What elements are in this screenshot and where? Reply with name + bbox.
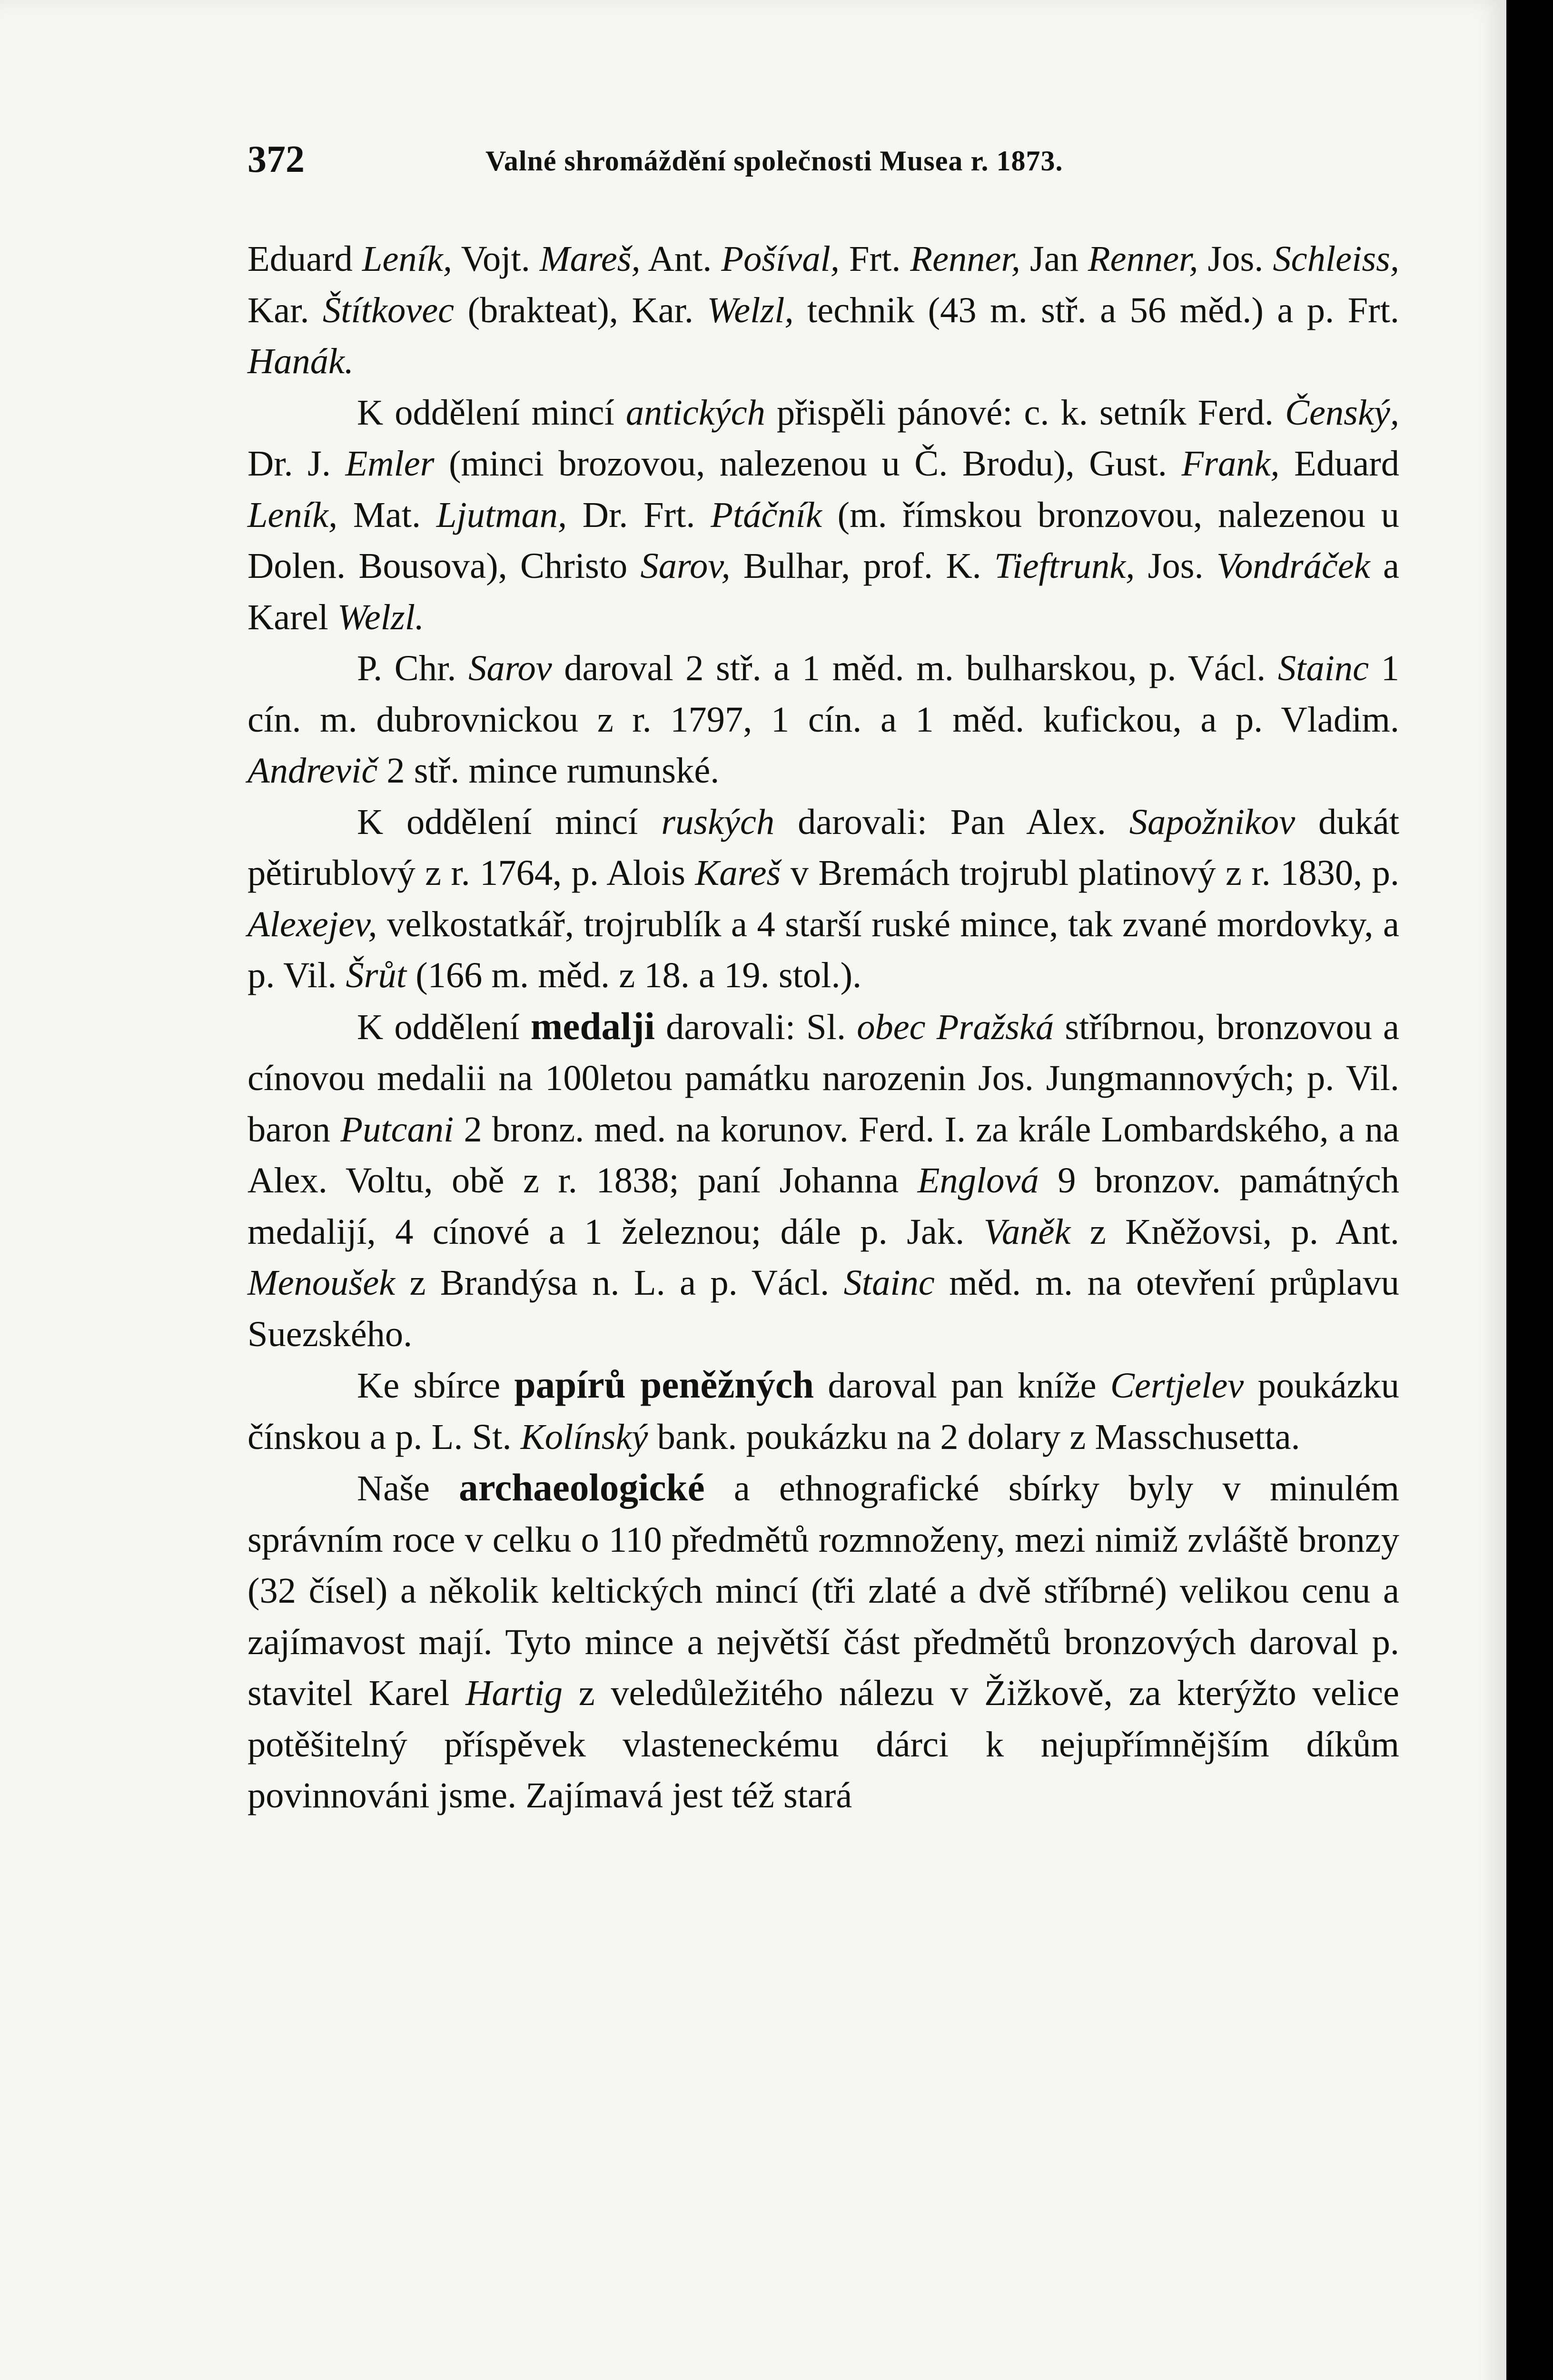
body-text (247, 233, 1399, 1821)
italic-name: Štítkovec (323, 289, 455, 330)
italic-name: obec Pražská (857, 1006, 1054, 1047)
text-run: a Karel (247, 545, 1399, 637)
page-header (247, 138, 1399, 190)
italic-name: Kareš (695, 853, 781, 893)
text-run: Jan (1020, 238, 1088, 279)
italic-name: Menoušek (247, 1262, 396, 1303)
italic-name: antických (625, 392, 765, 433)
paragraph (247, 233, 1399, 387)
italic-name: Stainc (843, 1262, 935, 1303)
italic-name: Sarov, (640, 545, 731, 586)
paragraph (247, 1001, 1399, 1360)
text-run: (minci brozovou, nalezenou u Č. Brodu), Gust. (434, 443, 1182, 484)
text-run: 2 stř. mince rumunské. (377, 750, 720, 791)
italic-name: Hanák. (247, 341, 354, 381)
italic-name: Šrůt (346, 955, 407, 995)
text-run: Jos. (1135, 545, 1217, 586)
paragraph (247, 1359, 1399, 1462)
italic-name: Ljutman, (436, 494, 567, 535)
text-run: Vojt. (452, 238, 540, 279)
text-run: velkostatkář, trojrublík a 4 starší ruské mince, tak zvané mordovky, a p. Vil. (247, 903, 1399, 995)
text-run: z Kněžovsi, p. Ant. (1070, 1211, 1399, 1252)
italic-name: Frank, (1181, 443, 1280, 484)
italic-name: Welzl. (337, 596, 425, 637)
text-run: Dr. Frt. (567, 494, 711, 535)
italic-name: Tieftrunk, (994, 545, 1135, 586)
text-run: bank. poukázku na 2 dolary z Masschusetta. (648, 1416, 1300, 1457)
italic-name: Čenský, (1285, 392, 1399, 433)
italic-name: Certjelev (1110, 1365, 1244, 1406)
paragraph (247, 643, 1399, 796)
text-run: Ke sbírce (357, 1365, 514, 1406)
running-title: Valné shromáždění společnosti Musea r. 1873. (485, 145, 1063, 177)
text-run: 2 bronz. med. na korunov. Ferd. I. za krále Lombardského, a na Alex. Voltu, obě z r. 1838; paní Johanna (247, 1109, 1399, 1200)
italic-name: Andrevič (247, 750, 378, 791)
paragraph (247, 387, 1399, 643)
italic-name: ruských (661, 801, 775, 842)
italic-name: Sapožnikov (1129, 801, 1296, 842)
text-run: a ethnografické sbírky byly v minulém správním roce v celku o 110 předmětů rozmnoženy, mezi nimiž zvláště bronzy (32 čísel) a několik keltických mincí (tři zlaté a dvě stříbrné) velikou cenu a zajímavost mají. Tyto mince a největší část předmětů bronzových daroval p. stavitel Karel (247, 1468, 1399, 1713)
text-run: Jos. (1198, 238, 1273, 279)
bold-term: papírů peněžných (514, 1363, 814, 1406)
italic-name: Putcani (340, 1109, 454, 1150)
italic-name: Renner, (910, 238, 1020, 279)
italic-name: Alexejev, (247, 903, 377, 944)
text-run: K oddělení (357, 1006, 531, 1047)
text-run: Mat. (337, 494, 436, 535)
text-run: 1 cín. m. dubrovnickou z r. 1797, 1 cín. a 1 měd. kufickou, a p. Vladim. (247, 648, 1399, 740)
italic-name: Vaněk (983, 1211, 1071, 1252)
text-run: Naše (357, 1468, 459, 1508)
text-run: darovali: Sl. (655, 1006, 857, 1047)
text-run: K oddělení mincí (357, 801, 662, 842)
italic-name: Renner, (1088, 238, 1198, 279)
paragraph (247, 1462, 1399, 1821)
text-run: měd. m. na otevření průplavu Suezského. (247, 1262, 1399, 1354)
italic-name: Englová (917, 1160, 1039, 1200)
text-run: daroval 2 stř. a 1 měd. m. bulharskou, p. Václ. (552, 648, 1278, 688)
text-run: Kar. (247, 289, 323, 330)
italic-name: Mareš, (539, 238, 641, 279)
italic-name: Pošíval, (721, 238, 840, 279)
text-run: Ant. (640, 238, 722, 279)
text-run: (166 m. měd. z 18. a 19. stol.). (406, 955, 862, 995)
text-run: (m. římskou bronzovou, nalezenou u Dolen. Bousova), Christo (247, 494, 1399, 586)
text-run: Eduard (1279, 443, 1399, 484)
italic-name: Kolínský (520, 1416, 648, 1457)
text-run: z veledůležitého nálezu v Žižkově, za kterýžto velice potěšitelný příspěvek vlasteneckému dárci k nejupřímnějším díkům povinnováni jsme. Zajímavá jest též stará (247, 1673, 1399, 1815)
text-run: přispěli pánové: c. k. setník Ferd. (765, 392, 1285, 433)
italic-name: Stainc (1277, 648, 1369, 688)
italic-name: Hartig (465, 1673, 563, 1713)
text-run: poukázku čínskou a p. L. St. (247, 1365, 1399, 1457)
text-run: Dr. J. (247, 443, 346, 484)
text-run: P. Chr. (357, 648, 469, 688)
text-run: v Bremách trojrubl platinový z r. 1830, p. (781, 853, 1399, 893)
text-run: dukát pětirublový z r. 1764, p. Alois (247, 801, 1399, 893)
text-run: Eduard (247, 238, 362, 279)
text-run: K oddělení mincí (357, 392, 626, 433)
italic-name: Schleiss, (1273, 238, 1400, 279)
text-run: stříbrnou, bronzovou a cínovou medalii na 100letou památku narozenin Jos. Jungmannových; p. Vil. baron (247, 1006, 1399, 1150)
text-run: Bulhar, prof. K. (730, 545, 994, 586)
italic-name: Sarov (468, 648, 552, 688)
text-run: technik (43 m. stř. a 56 měd.) a p. Frt. (793, 289, 1399, 330)
italic-name: Welzl, (707, 289, 794, 330)
italic-name: Vondráček (1216, 545, 1370, 586)
bold-term: medalji (530, 1004, 655, 1048)
paragraph (247, 796, 1399, 1001)
italic-name: Emler (345, 443, 435, 484)
italic-name: Leník, (362, 238, 453, 279)
bold-term: archaeologické (459, 1466, 705, 1509)
page-number: 372 (247, 139, 305, 180)
text-run: daroval pan kníže (814, 1365, 1110, 1406)
text-run: Frt. (839, 238, 910, 279)
text-run: 9 bronzov. památných medalijí, 4 cínové a 1 železnou; dále p. Jak. (247, 1160, 1399, 1252)
italic-name: Leník, (247, 494, 338, 535)
italic-name: Ptáčník (711, 494, 822, 535)
text-run: z Brandýsa n. L. a p. Václ. (395, 1262, 844, 1303)
text-run: darovali: Pan Alex. (774, 801, 1129, 842)
text-run: (brakteat), Kar. (454, 289, 707, 330)
